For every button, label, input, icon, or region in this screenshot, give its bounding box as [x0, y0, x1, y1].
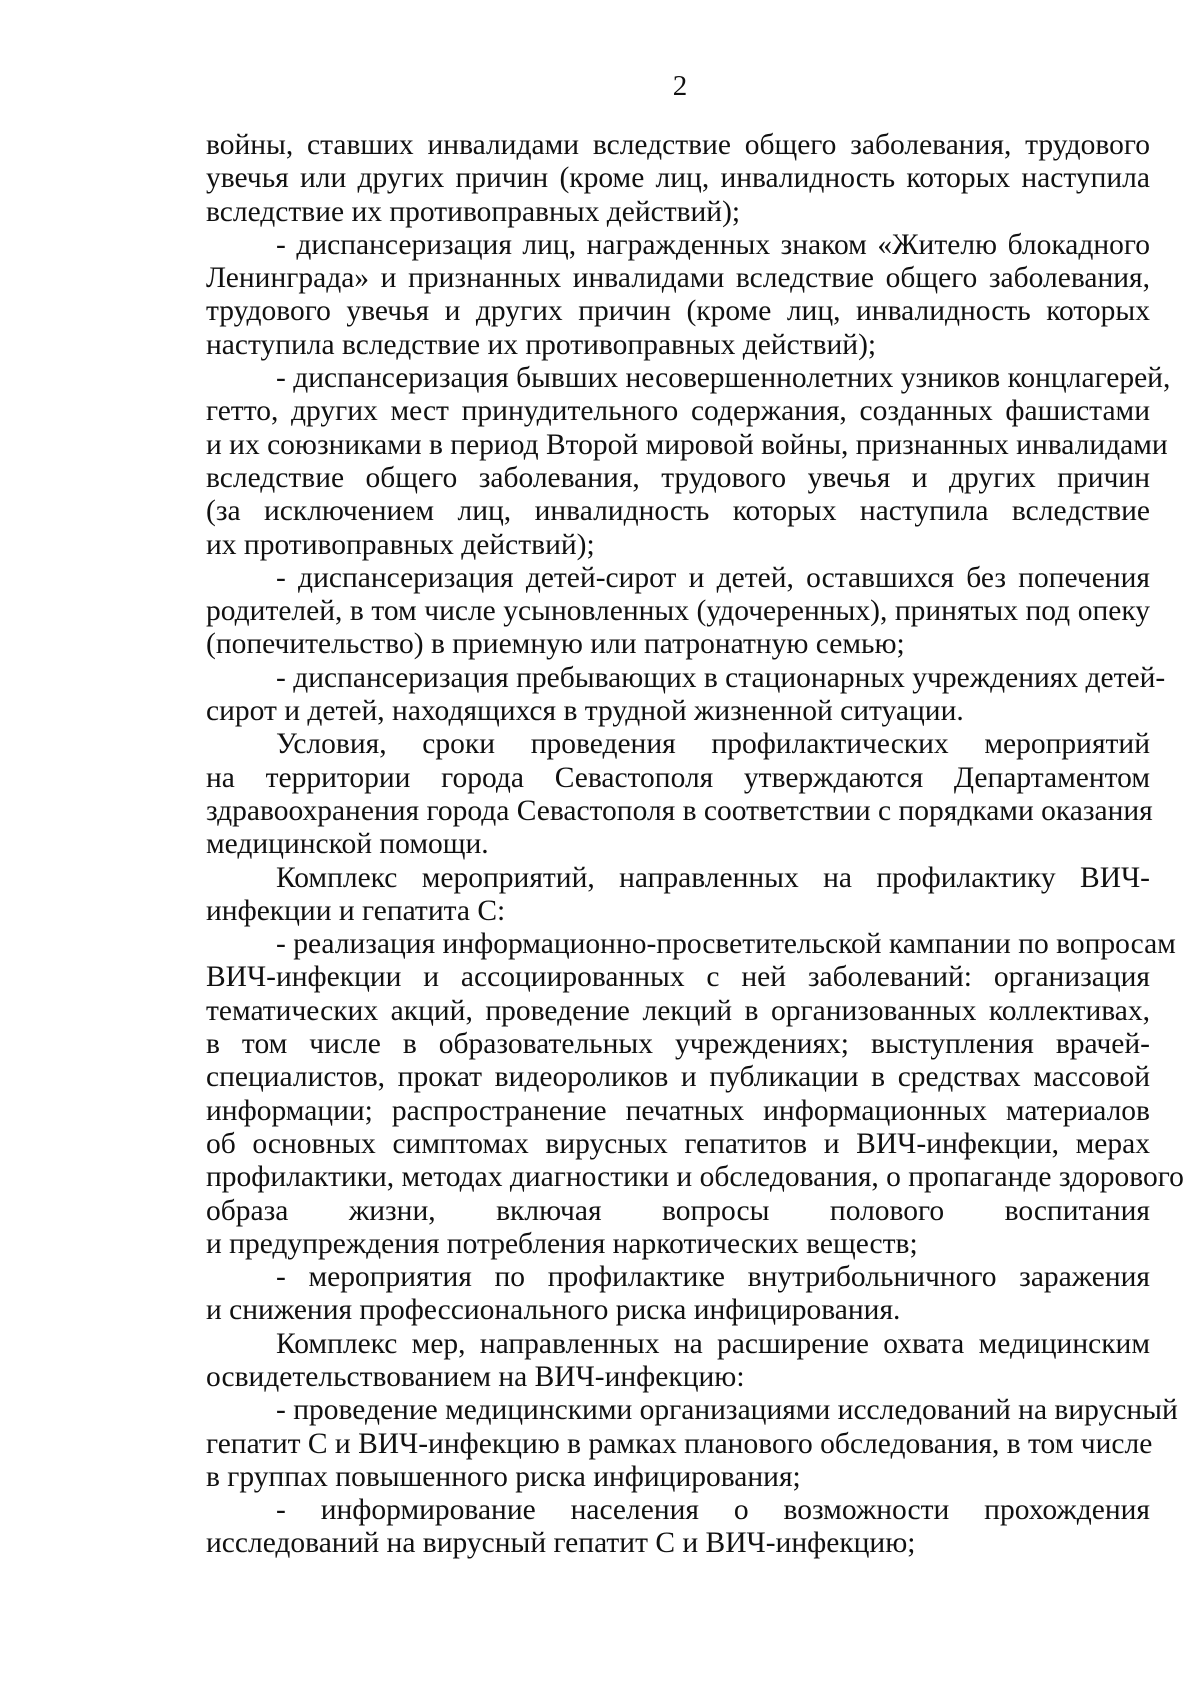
text-line: ВИЧ-инфекции и ассоциированных с ней заболеваний: организация: [206, 961, 1150, 994]
text-line: информации; распространение печатных информационных материалов: [206, 1094, 1150, 1127]
paragraph: [206, 362, 1171, 562]
text-line: (попечительство) в приемную или патронатную семью;: [206, 628, 905, 661]
text-line: вследствие их противоправных действий);: [206, 195, 741, 228]
text-line: здравоохранения города Севастополя в соответствии с порядками оказания: [206, 794, 1153, 827]
text-line: - реализация информационно-просветительской кампании по вопросам: [276, 928, 1176, 961]
text-line: - диспансеризация пребывающих в стационарных учреждениях детей-: [276, 661, 1166, 694]
text-line: образа жизни, включая вопросы полового воспитания: [206, 1194, 1150, 1227]
paragraph: [206, 1261, 1150, 1328]
text-line: в группах повышенного риска инфицирования;: [206, 1460, 801, 1493]
paragraph: [206, 862, 1150, 929]
text-line: и снижения профессионального риска инфицирования.: [206, 1294, 901, 1327]
text-line: - диспансеризация детей-сирот и детей, оставшихся без попечения: [276, 561, 1150, 594]
text-line: исследований на вирусный гепатит С и ВИЧ-инфекцию;: [206, 1527, 916, 1560]
paragraph: [206, 1394, 1178, 1494]
page-number: 2: [672, 70, 688, 102]
text-line: сирот и детей, находящихся в трудной жизненной ситуации.: [206, 695, 964, 728]
text-line: гетто, других мест принудительного содержания, созданных фашистами: [206, 395, 1150, 428]
text-line: (за исключением лиц, инвалидность которых наступила вследствие: [206, 495, 1150, 528]
paragraph: [206, 728, 1153, 861]
text-line: - диспансеризация лиц, награжденных знаком «Жителю блокадного: [276, 228, 1150, 261]
text-line: - мероприятия по профилактике внутрибольничного заражения: [276, 1261, 1150, 1294]
text-line: об основных симптомах вирусных гепатитов и ВИЧ-инфекции, мерах: [206, 1127, 1150, 1160]
paragraph: [206, 562, 1150, 662]
paragraph: [206, 1494, 1150, 1561]
paragraph: [206, 928, 1184, 1261]
text-line: освидетельствованием на ВИЧ-инфекцию:: [206, 1360, 745, 1393]
text-line: и их союзниками в период Второй мировой войны, признанных инвалидами: [206, 428, 1168, 461]
text-line: Условия, сроки проведения профилактических мероприятий: [276, 728, 1150, 761]
text-line: медицинской помощи.: [206, 828, 489, 861]
text-line: - проведение медицинскими организациями исследований на вирусный: [276, 1394, 1178, 1427]
paragraph: [206, 1328, 1150, 1395]
paragraph: [206, 229, 1150, 362]
text-line: на территории города Севастополя утверждаются Департаментом: [206, 761, 1150, 794]
text-line: инфекции и гепатита С:: [206, 894, 506, 927]
text-line: Ленинграда» и признанных инвалидами вследствие общего заболевания,: [206, 262, 1150, 295]
text-line: трудового увечья и других причин (кроме лиц, инвалидность которых: [206, 295, 1150, 328]
text-line: войны, ставших инвалидами вследствие общего заболевания, трудового: [206, 129, 1150, 161]
text-line: - диспансеризация бывших несовершеннолетних узников концлагерей,: [276, 362, 1171, 395]
text-line: тематических акций, проведение лекций в организованных коллективах,: [206, 994, 1150, 1027]
text-line: наступила вследствие их противоправных действий);: [206, 328, 877, 361]
text-line: специалистов, прокат видеороликов и публикации в средствах массовой: [206, 1061, 1150, 1094]
text-line: и предупреждения потребления наркотических веществ;: [206, 1227, 918, 1260]
paragraph: [206, 129, 1150, 229]
text-line: родителей, в том числе усыновленных (удочеренных), принятых под опеку: [206, 595, 1150, 628]
text-line: профилактики, методах диагностики и обследования, о пропаганде здорового: [206, 1161, 1184, 1194]
text-line: Комплекс мероприятий, направленных на профилактику ВИЧ-: [276, 861, 1150, 894]
paragraph: [206, 661, 1166, 729]
text-line: в том числе в образовательных учреждениях; выступления врачей-: [206, 1028, 1150, 1061]
text-line: увечья или других причин (кроме лиц, инвалидность которых наступила: [206, 162, 1150, 195]
text-line: - информирование населения о возможности прохождения: [276, 1494, 1150, 1527]
text-line: их противоправных действий);: [206, 528, 595, 561]
document-body: [206, 129, 1184, 1561]
text-line: вследствие общего заболевания, трудового увечья и других причин: [206, 461, 1150, 494]
text-line: гепатит С и ВИЧ-инфекцию в рамках планового обследования, в том числе: [206, 1427, 1153, 1460]
text-line: Комплекс мер, направленных на расширение охвата медицинским: [276, 1327, 1150, 1360]
